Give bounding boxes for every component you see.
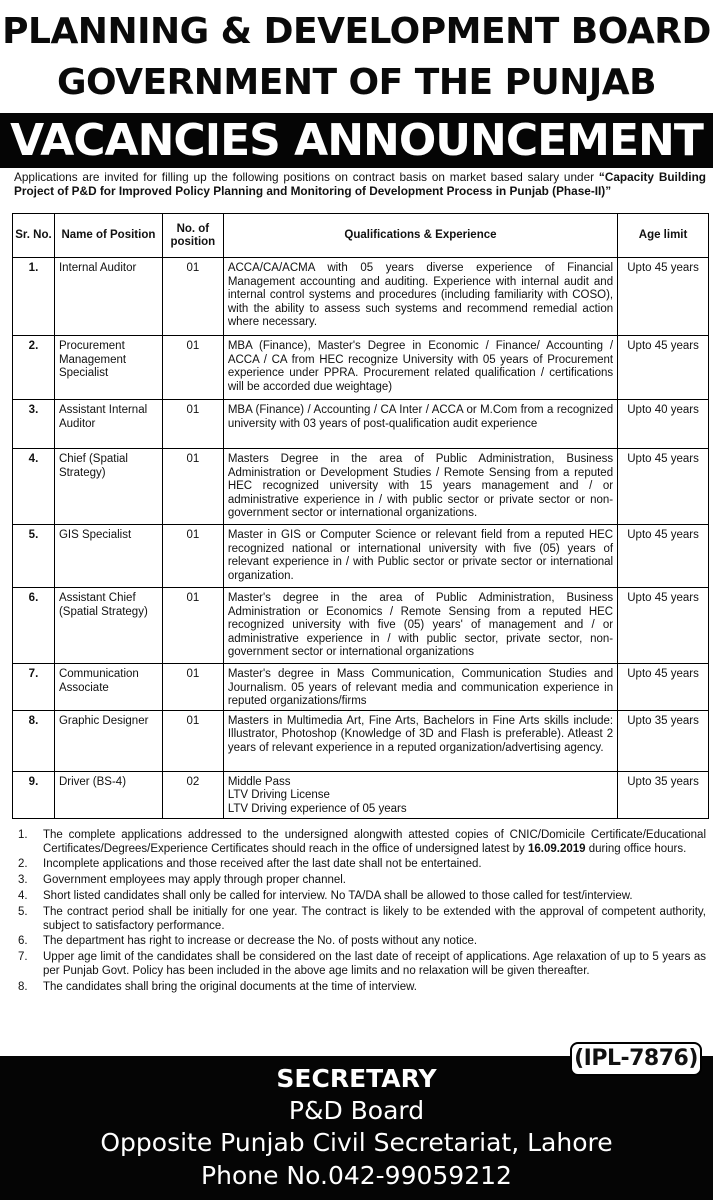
row-count: 01 <box>162 449 223 525</box>
row-age: Upto 35 years <box>618 771 709 818</box>
list-item <box>14 858 706 872</box>
footer-phone: Phone No.042-99059212 <box>201 1161 512 1190</box>
board-title: PLANNING & DEVELOPMENT BOARD <box>2 11 711 52</box>
row-qualification <box>223 771 617 818</box>
row-count: 01 <box>162 400 223 449</box>
list-item <box>14 951 706 978</box>
list-item <box>14 981 706 995</box>
table-row <box>13 710 709 771</box>
driver-qualification-line: LTV Driving experience of 05 years <box>227 802 407 815</box>
header-no-of-position: No. of position <box>162 214 223 258</box>
note-number: 1. <box>18 829 28 841</box>
row-position: Internal Auditor <box>54 258 162 336</box>
row-age: Upto 45 years <box>618 336 709 400</box>
row-count: 01 <box>162 258 223 336</box>
footer-board: P&D Board <box>288 1096 425 1125</box>
government-title: GOVERNMENT OF THE PUNJAB <box>56 62 657 103</box>
row-sr: 8. <box>13 710 55 771</box>
row-age: Upto 40 years <box>618 400 709 449</box>
row-count: 01 <box>162 336 223 400</box>
note-text: The complete applications addressed to the undersigned alongwith attested copies of CNIC/Domicile Certificate/Educational Certificates/Degrees/Experience Certificates should reach in the office of undersigned latest by <box>43 829 706 855</box>
row-position: Graphic Designer <box>54 710 162 771</box>
row-count: 02 <box>162 771 223 818</box>
row-qualification: MBA (Finance), Master's Degree in Economic / Finance/ Accounting / ACCA / CA from HEC recognize University with 05 years of Procurement experience under PPRA. Procurement related qualification / certifications will be accorded due weightage) <box>223 336 617 400</box>
note-number: 6. <box>18 935 28 948</box>
row-count: 01 <box>162 588 223 664</box>
driver-qualification-line: LTV Driving License <box>227 789 330 802</box>
footer-address: Opposite Punjab Civil Secretariat, Lahore <box>100 1128 613 1157</box>
row-qualification: Masters in Multimedia Art, Fine Arts, Bachelors in Fine Arts skills include: Illustrator, Photoshop (Knowledge of 3D and Flash is preferable). Atleast 2 years of relevant experience in a reputed organization/advertising agency. <box>223 710 617 771</box>
row-position: GIS Specialist <box>54 525 162 588</box>
table-row <box>13 258 709 336</box>
driver-qualification-line: Middle Pass <box>227 775 291 788</box>
row-position: Communication Associate <box>54 664 162 711</box>
table-row <box>13 525 709 588</box>
row-sr: 9. <box>13 771 55 818</box>
intro-text: Applications are invited for filling up the following positions on contract basis on market based salary under <box>14 170 599 184</box>
note-text: Government employees may apply through proper channel. <box>43 874 347 887</box>
contact-footer <box>0 1056 713 1200</box>
header-position-name: Name of Position <box>54 214 162 258</box>
table-row <box>13 771 709 818</box>
row-age: Upto 45 years <box>618 664 709 711</box>
row-position: Chief (Spatial Strategy) <box>54 449 162 525</box>
row-age: Upto 45 years <box>618 588 709 664</box>
intro-project-name: “Capacity Building Project of P&D for Improved Policy Planning and Monitoring of Development Process in Punjab (Phase-II)” <box>14 170 706 198</box>
row-sr: 6. <box>13 588 55 664</box>
note-number: 5. <box>18 906 28 919</box>
row-qualification: Master in GIS or Computer Science or relevant field from a reputed HEC recognized national or international university with five (05) years of relevant experience in / with Public sector or private sector or international organization. <box>223 525 617 588</box>
row-count: 01 <box>162 664 223 711</box>
table-row <box>13 400 709 449</box>
list-item <box>14 874 706 888</box>
row-age: Upto 45 years <box>618 258 709 336</box>
row-position: Procurement Management Specialist <box>54 336 162 400</box>
ipl-reference-badge: (IPL-7876) <box>570 1042 702 1076</box>
note-number: 7. <box>18 951 28 964</box>
note-number: 2. <box>18 858 28 871</box>
row-sr: 7. <box>13 664 55 711</box>
vacancies-table <box>12 213 709 819</box>
list-item <box>14 890 706 904</box>
row-age: Upto 35 years <box>618 710 709 771</box>
note-text: The candidates shall bring the original documents at the time of interview. <box>43 980 417 993</box>
note-text-end: during office hours. <box>585 842 687 855</box>
footer-secretary: SECRETARY <box>276 1064 437 1093</box>
row-qualification: Masters Degree in the area of Public Administration, Business Administration or Development Studies / Remote Sensing from a reputed HEC recognized university with 15 years management and / or administrative experience in / with public sector or private sector or non-government sector or international organizations. <box>223 449 617 525</box>
note-text: Upper age limit of the candidates shall be considered on the last date of receipt of applications. Age relaxation of up to 5 years as per Punjab Govt. Policy has been included in the above age limits and no relaxation will be given thereafter. <box>43 951 706 977</box>
row-position: Driver (BS-4) <box>54 771 162 818</box>
table-row <box>13 664 709 711</box>
last-date: 16.09.2019 <box>527 842 586 855</box>
table-header-row <box>13 214 709 258</box>
note-number: 3. <box>18 874 28 887</box>
row-qualification: Master's degree in the area of Public Administration, Business Administration or Economics / Remote Sensing from a reputed HEC recognized university with five (05) years' of management and / or administrative experience in / with public sector, private sector, non-government sector or international organizations <box>223 588 617 664</box>
note-number: 8. <box>18 980 28 993</box>
row-age: Upto 45 years <box>618 449 709 525</box>
row-count: 01 <box>162 525 223 588</box>
list-item <box>14 829 706 856</box>
row-qualification: ACCA/CA/ACMA with 05 years diverse experience of Financial Management accounting and auditing. Experience with internal audit and internal control systems and procedures (including familiarity with COSO), with the ability to assess such systems and recommend remedial action where necessary. <box>223 258 617 336</box>
row-age: Upto 45 years <box>618 525 709 588</box>
table-row <box>13 449 709 525</box>
terms-list <box>14 829 706 997</box>
list-item <box>14 906 706 933</box>
note-text: Short listed candidates shall only be called for interview. No TA/DA shall be allowed to those called for test/interview. <box>43 890 633 903</box>
row-sr: 1. <box>13 258 55 336</box>
header-qualifications: Qualifications & Experience <box>223 214 617 258</box>
row-sr: 3. <box>13 400 55 449</box>
row-sr: 5. <box>13 525 55 588</box>
header-sr-no: Sr. No. <box>13 214 55 258</box>
vacancies-banner: VACANCIES ANNOUNCEMENT <box>0 113 713 168</box>
intro-paragraph <box>14 170 706 198</box>
row-count: 01 <box>162 710 223 771</box>
table-row <box>13 336 709 400</box>
header-age-limit: Age limit <box>618 214 709 258</box>
note-text: The department has right to increase or decrease the No. of posts without any notice. <box>43 935 478 948</box>
note-text: The contract period shall be initially for one year. The contract is likely to be extended with the approval of competent authority, subject to satisfactory performance. <box>43 906 706 932</box>
row-qualification: Master's degree in Mass Communication, Communication Studies and Journalism. 05 years of relevant media and communication experience in reputed organizations/firms <box>223 664 617 711</box>
row-position: Assistant Internal Auditor <box>54 400 162 449</box>
row-sr: 4. <box>13 449 55 525</box>
row-position: Assistant Chief (Spatial Strategy) <box>54 588 162 664</box>
list-item <box>14 935 706 949</box>
note-number: 4. <box>18 890 28 903</box>
note-text: Incomplete applications and those received after the last date shall not be entertained. <box>43 858 482 871</box>
table-row <box>13 588 709 664</box>
row-qualification: MBA (Finance) / Accounting / CA Inter / ACCA or M.Com from a recognized university with 03 years of post-qualification audit experience <box>223 400 617 449</box>
row-sr: 2. <box>13 336 55 400</box>
